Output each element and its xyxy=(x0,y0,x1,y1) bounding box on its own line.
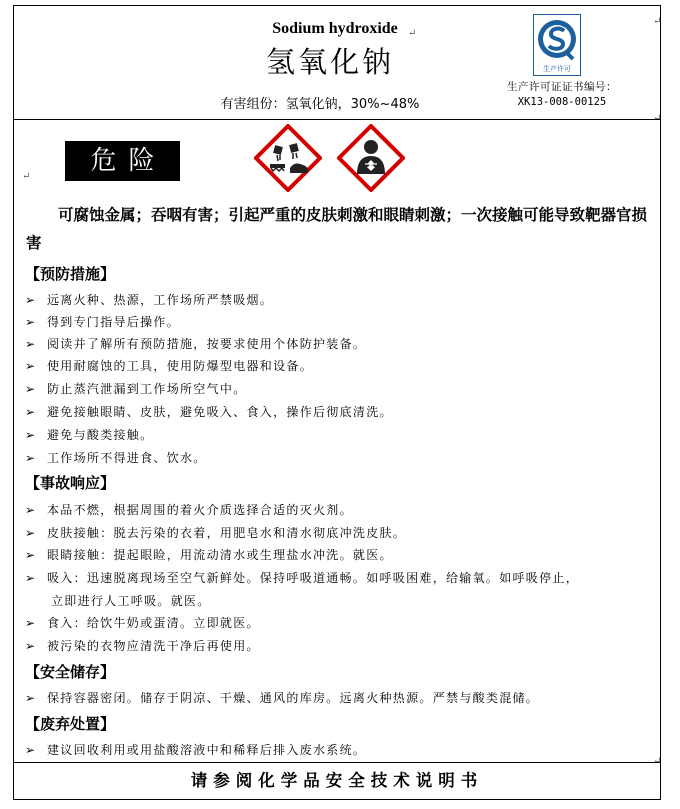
list-item: ➢ 避免接触眼睛、皮肤，避免吸入、食入，操作后彻底清洗。 xyxy=(25,405,393,419)
list-item: ➢ 本品不燃，根据周围的着火介质选择合适的灭火剂。 xyxy=(25,503,353,517)
bullet-arrow-icon: ➢ xyxy=(25,571,36,585)
storage-title: 【安全储存】 xyxy=(25,663,116,681)
chinese-name: 氢氧化钠 xyxy=(265,45,394,79)
list-item: ➢ 眼睛接触：提起眼睑，用流动清水或生理盐水冲洗。就医。 xyxy=(25,548,393,562)
footer-divider xyxy=(14,762,660,763)
corrosion-icon xyxy=(254,124,322,192)
bullet-arrow-icon: ➢ xyxy=(25,548,36,562)
list-item: ➢ 被污染的衣物应清洗干净后再使用。 xyxy=(25,639,260,653)
paragraph-mark-icon: ↵ xyxy=(653,16,662,27)
bullet-arrow-icon: ➢ xyxy=(25,359,36,373)
paragraph-mark-icon: ↵ xyxy=(653,756,662,767)
list-item: ➢ 建议回收利用或用盐酸溶液中和稀释后排入废水系统。 xyxy=(25,743,367,757)
bullet-arrow-icon: ➢ xyxy=(25,293,36,307)
footer-note: 请参阅化学品安全技术说明书 xyxy=(190,771,484,790)
logo-text: 生产许可 xyxy=(543,65,571,73)
hazard-statement: 可腐蚀金属；吞咽有害；引起严重的皮肤刺激和眼睛刺激；一次接触可能导致靶器官损害 xyxy=(26,206,648,252)
bullet-arrow-icon: ➢ xyxy=(25,691,36,705)
bullet-arrow-icon: ➢ xyxy=(25,382,36,396)
bullet-arrow-icon: ➢ xyxy=(25,315,36,329)
bullet-arrow-icon: ➢ xyxy=(25,743,36,757)
list-item: ➢ 防止蒸汽泄漏到工作场所空气中。 xyxy=(25,382,247,396)
permit-label: 生产许可证证书编号： xyxy=(507,81,617,93)
bullet-arrow-icon: ➢ xyxy=(25,337,36,351)
qs-logo-icon xyxy=(533,14,581,76)
list-item: ➢ 皮肤接触：脱去污染的衣着，用肥皂水和清水彻底冲洗皮肤。 xyxy=(25,526,407,540)
paragraph-mark-icon: ↵ xyxy=(22,171,31,182)
bullet-arrow-icon: ➢ xyxy=(25,526,36,540)
prevention-title: 【预防措施】 xyxy=(25,265,116,283)
bullet-arrow-icon: ➢ xyxy=(25,503,36,517)
list-item: ➢ 得到专门指导后操作。 xyxy=(25,315,181,329)
list-item: ➢ 食入：给饮牛奶或蛋清。立即就医。 xyxy=(25,616,260,630)
bullet-arrow-icon: ➢ xyxy=(25,639,36,653)
list-item: ➢ 吸入：迅速脱离现场至空气新鲜处。保持呼吸道通畅。如呼吸困难，给输氧。如呼吸停止， xyxy=(25,571,580,585)
bullet-arrow-icon: ➢ xyxy=(25,428,36,442)
bullet-arrow-icon: ➢ xyxy=(25,405,36,419)
english-name: Sodium hydroxide xyxy=(272,20,398,37)
list-item: ➢ 避免与酸类接触。 xyxy=(25,428,154,442)
list-item-continuation: 立即进行人工呼吸。就医。 xyxy=(51,594,211,608)
permit-number: XK13-008-00125 xyxy=(517,96,607,108)
response-title: 【事故响应】 xyxy=(25,474,116,492)
signal-word: 危险 xyxy=(65,141,180,181)
paragraph-mark-icon: ↵ xyxy=(408,28,417,39)
header-divider xyxy=(14,119,660,120)
bullet-arrow-icon: ➢ xyxy=(25,616,36,630)
list-item: ➢ 使用耐腐蚀的工具，使用防爆型电器和设备。 xyxy=(25,359,314,373)
hazardous-components: 有害组份：氢氧化钠，30%~48% xyxy=(220,97,420,112)
list-item: ➢ 保持容器密闭。储存于阴凉、干燥、通风的库房。远离火种热源。严禁与酸类混储。 xyxy=(25,691,540,705)
list-item: ➢ 阅读并了解所有预防措施，按要求使用个体防护装备。 xyxy=(25,337,367,351)
list-item: ➢ 远离火种、热源，工作场所严禁吸烟。 xyxy=(25,293,274,307)
bullet-arrow-icon: ➢ xyxy=(25,451,36,465)
health-hazard-icon xyxy=(337,124,405,192)
paragraph-mark-icon: ↵ xyxy=(653,113,662,124)
list-item: ➢ 工作场所不得进食、饮水。 xyxy=(25,451,207,465)
disposal-title: 【废弃处置】 xyxy=(25,715,116,733)
